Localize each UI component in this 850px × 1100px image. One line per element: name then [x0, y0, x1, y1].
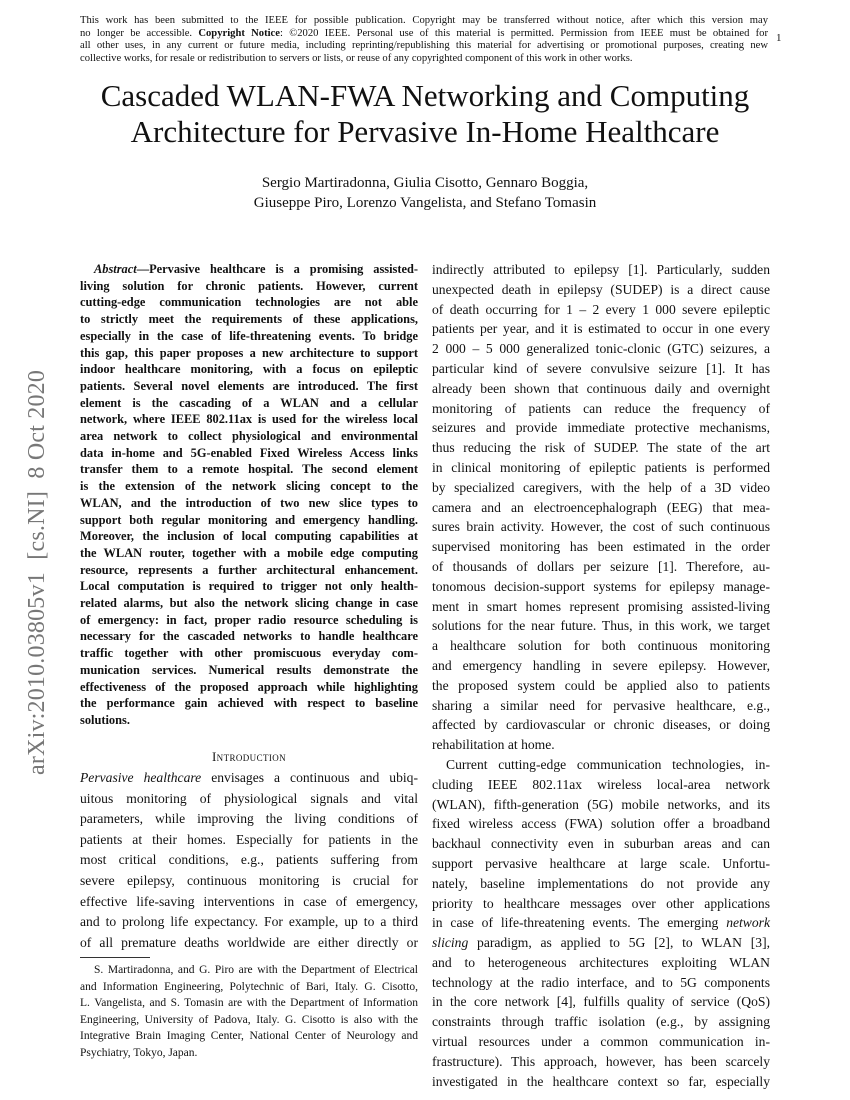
- text-span: camera and an electroencephalograph (EEG) that mea-: [432, 499, 770, 515]
- text-line: [80, 933, 418, 954]
- text-line: [80, 628, 418, 645]
- text-line: [80, 294, 418, 311]
- text-span: ment in smart homes represent promising assisted-living: [432, 598, 770, 614]
- text-line: [80, 15, 768, 28]
- text-span: collective works, for resale or redistribution to servers or lists, or reuse of any copyrighted component of this work in other works.: [80, 53, 633, 65]
- text-span: investigated in the healthcare context so far, especially: [432, 1073, 770, 1089]
- text-span: by specialized caregivers, with the help of a 3D video: [432, 479, 770, 495]
- text-span: —Pervasive healthcare is a promising assisted-: [136, 262, 418, 276]
- text-span: sharing a similar need for pervasive healthcare, e.g.,: [432, 697, 770, 713]
- text-span: patients per year, and it is estimated to occur in one every: [432, 321, 770, 337]
- text-line: [80, 411, 418, 428]
- italic-text: network: [726, 915, 770, 931]
- text-span: seizures and provide immediate protective mechanisms,: [432, 420, 770, 436]
- text-span: the performance gain achieved with respect to baseline: [80, 696, 418, 711]
- text-span: related alarms, but also the network slicing change in case: [80, 596, 418, 611]
- text-span: support both regular monitoring and emergency handling.: [80, 512, 418, 527]
- text-line: [432, 557, 770, 577]
- text-line: [432, 1032, 770, 1052]
- text-span: virtual resources under a common communication in-: [432, 1034, 770, 1050]
- text-line: [80, 871, 418, 892]
- text-line: [432, 834, 770, 854]
- text-span: living solution for chronic patients. However, current: [80, 278, 418, 293]
- text-line: [432, 517, 770, 537]
- text-line: [80, 1012, 418, 1029]
- text-span: transfer them to a remote hospital. The second element: [80, 462, 418, 477]
- text-line: [432, 300, 770, 320]
- text-line: [80, 809, 418, 830]
- text-line: [432, 775, 770, 795]
- text-span: solutions for the near future. Thus, in this work, we target: [432, 618, 770, 634]
- text-line: [80, 495, 418, 512]
- text-span: nately, baseline implementations do not provide any: [432, 875, 770, 891]
- text-span: sures brain activity. However, the cost of such continuous: [432, 519, 770, 535]
- text-span: tonomous decision-support systems for epilepsy manage-: [432, 578, 770, 594]
- text-line: [432, 1052, 770, 1072]
- text-line: [432, 280, 770, 300]
- text-span: network, where IEEE 802.11ax is used for the wireless local: [80, 412, 418, 427]
- text-span: severe epilepsy, continuous monitoring is crucial for: [80, 872, 418, 888]
- title-line: Architecture for Pervasive In-Home Healthcare: [130, 114, 720, 149]
- text-line: [432, 339, 770, 359]
- text-span: to strictly meet the requirements of these applications,: [80, 312, 418, 327]
- text-span: and emergency handling in severe epilepsy. However,: [432, 657, 770, 673]
- text-line: [432, 676, 770, 696]
- text-span: thus reducing the risk of SUDEP. The state of the art: [432, 440, 770, 456]
- text-span: Integrative Brain Imaging Center, National Center of Neurology and: [80, 1030, 418, 1042]
- text-line: [432, 854, 770, 874]
- author-list: [0, 173, 850, 213]
- text-span: munication services. Numerical results demonstrate the: [80, 662, 418, 677]
- text-line: [80, 1045, 418, 1062]
- text-span: and to heterogeneous architectures exploiting WLAN: [432, 954, 770, 970]
- text-line: [80, 962, 418, 979]
- text-span: unexpected death in epilepsy (SUDEP) is a direct cause: [432, 281, 770, 297]
- text-line: [80, 361, 418, 378]
- text-line: [80, 311, 418, 328]
- text-span: data in-home and 5G-enabled Fixed Wireless Access links: [80, 445, 418, 460]
- text-span: WLAN, and the introduction of two new slice types to: [80, 495, 418, 510]
- text-line: [80, 512, 418, 529]
- text-span: in clinical monitoring of epileptic patients is performed: [432, 459, 770, 475]
- text-span: Current cutting-edge communication technologies, in-: [446, 756, 770, 772]
- paper-title: [0, 78, 850, 150]
- introduction-body: [80, 768, 418, 953]
- text-line: [80, 278, 418, 295]
- author-affiliation-footnote: [80, 962, 418, 1061]
- text-line: [432, 458, 770, 478]
- text-line: [432, 913, 770, 933]
- text-span: fixed wireless access (FWA) solution offer a broadband: [432, 816, 770, 832]
- text-span: S. Martiradonna, and G. Piro are with the Department of Electrical: [94, 964, 418, 976]
- text-span: area network to collect physiological and environmental: [80, 429, 418, 444]
- text-line: [432, 1072, 770, 1092]
- authors-line: Giuseppe Piro, Lorenzo Vangelista, and Stefano Tomasin: [253, 195, 597, 211]
- copyright-notice: [80, 15, 768, 66]
- text-span: indoor healthcare monitoring, with a focus on epileptic: [80, 362, 418, 377]
- text-line: [80, 645, 418, 662]
- text-line: [432, 260, 770, 280]
- text-line: [80, 679, 418, 696]
- text-line: [80, 428, 418, 445]
- text-span: in case of life-threatening events. The emerging: [432, 915, 727, 931]
- text-line: [80, 345, 418, 362]
- text-line: [80, 28, 768, 41]
- italic-text: Abstract: [94, 262, 137, 276]
- text-line: [432, 537, 770, 557]
- text-span: particular kind of severe convulsive seizure [1]. It has: [432, 360, 770, 376]
- text-span: cluding IEEE 802.11ax wireless local-area network: [432, 776, 770, 792]
- text-span: parameters, while improving the living conditions of: [80, 811, 418, 827]
- text-span: this gap, this paper proposes a new architecture to support: [80, 345, 418, 360]
- text-line: [80, 378, 418, 395]
- text-span: and Information Engineering, Polytechnic of Bari, Italy. G. Cisotto,: [80, 980, 418, 993]
- text-span: affected by cardiovascular or chronic diseases, or doing: [432, 717, 770, 733]
- text-span: Psychiatry, Tokyo, Japan.: [80, 1046, 198, 1059]
- text-span: uitous monitoring of physiological signals and vital: [80, 790, 418, 806]
- abstract: [80, 261, 418, 729]
- text-span: traffic together with other promiscuous everyday com-: [80, 646, 418, 661]
- text-line: [432, 438, 770, 458]
- text-line: [80, 892, 418, 913]
- text-line: [432, 1012, 770, 1032]
- text-span: especially in the case of life-threatening events. To bridge: [80, 328, 418, 343]
- text-span: This work has been submitted to the IEEE for possible publication. Copyright may be transferred without notice, after which this version may: [80, 15, 768, 26]
- text-line: [432, 992, 770, 1012]
- text-span: envisages a continuous and ubiq-: [201, 770, 419, 785]
- text-line: [432, 399, 770, 419]
- text-span: Copyright Notice: [198, 27, 280, 39]
- footnote-rule: [80, 957, 150, 958]
- text-span: : ©2020 IEEE. Personal use of this material is permitted. Permission from IEEE must be obtained for: [279, 27, 768, 39]
- text-line: [80, 695, 418, 712]
- text-span: of thousands of dollars per seizure [1]. Therefore, au-: [432, 558, 770, 574]
- text-line: [80, 768, 418, 789]
- text-line: [80, 545, 418, 562]
- text-span: supervised monitoring has been estimated in the order: [432, 539, 770, 555]
- text-span: support pervasive healthcare at large scale. Unfortu-: [432, 855, 770, 871]
- text-span: 2 000 – 5 000 generalized tonic-clonic (GTC) seizures, a: [432, 341, 770, 357]
- text-span: priority to healthcare messages over other applications: [432, 895, 770, 911]
- text-line: [432, 874, 770, 894]
- text-span: resource, represents a further architectural enhancement.: [80, 562, 418, 577]
- italic-text: slicing: [432, 935, 469, 951]
- text-span: patients at their homes. Especially for patients in the: [80, 831, 418, 847]
- text-line: [80, 979, 418, 996]
- text-line: [80, 912, 418, 933]
- page-number: 1: [776, 32, 782, 44]
- text-span: paradigm, as applied to 5G [2], to WLAN [3],: [468, 935, 770, 951]
- text-span: solutions.: [80, 712, 130, 727]
- text-span: backhaul connectivity even in suburban areas and can: [432, 836, 770, 852]
- text-line: [80, 595, 418, 612]
- text-span: Local computation is required to trigger not only health-: [80, 579, 418, 594]
- text-line: [432, 894, 770, 914]
- text-line: [432, 577, 770, 597]
- text-line: [432, 795, 770, 815]
- text-line: [80, 478, 418, 495]
- authors-line: Sergio Martiradonna, Giulia Cisotto, Gennaro Boggia,: [261, 175, 589, 191]
- text-line: [432, 597, 770, 617]
- text-line: [432, 636, 770, 656]
- text-span: constraints through traffic isolation (e.g., by assigning: [432, 1014, 770, 1030]
- text-span: in the core network [4], fulfills quality of service (QoS): [432, 994, 770, 1010]
- text-line: [80, 578, 418, 595]
- text-span: cutting-edge communication technologies are not able: [80, 295, 418, 310]
- text-line: [80, 1028, 418, 1045]
- text-span: effectiveness of the proposed approach while highlighting: [80, 679, 418, 694]
- text-span: patients. Several novel elements are introduced. The first: [80, 378, 418, 393]
- text-span: the proposed system could be applied also to patients: [432, 677, 770, 693]
- text-span: is the extension of the network slicing concept to the: [80, 479, 418, 494]
- text-line: [432, 319, 770, 339]
- italic-text: Pervasive healthcare: [80, 770, 202, 785]
- text-span: Engineering, University of Padova, Italy. G. Cisotto is also with the: [80, 1013, 418, 1026]
- text-line: [80, 662, 418, 679]
- text-line: [432, 359, 770, 379]
- text-line: [432, 616, 770, 636]
- text-span: already been shown that continuous daily and overnight: [432, 380, 770, 396]
- text-line: [80, 562, 418, 579]
- text-line: [80, 712, 418, 729]
- title-line: Cascaded WLAN-FWA Networking and Computing: [100, 78, 750, 113]
- text-line: [432, 735, 770, 755]
- text-span: the WLAN router, together with a mobile edge computing: [80, 545, 418, 560]
- text-span: indirectly attributed to epilepsy [1]. Particularly, sudden: [432, 262, 770, 277]
- section-heading-introduction: Introduction: [211, 749, 287, 764]
- text-span: of all premature deaths worldwide are either directly or: [80, 934, 418, 950]
- text-span: most critical conditions, e.g., patients suffering from: [80, 852, 418, 868]
- text-line: [432, 755, 770, 775]
- text-line: [80, 995, 418, 1012]
- text-line: [432, 953, 770, 973]
- text-line: [80, 328, 418, 345]
- text-line: [432, 973, 770, 993]
- text-line: [80, 395, 418, 412]
- text-line: [432, 933, 770, 953]
- text-line: [80, 850, 418, 871]
- text-span: element is the cascading of a WLAN and a cellular: [80, 395, 418, 410]
- right-column-body: [432, 260, 770, 1091]
- text-span: (WLAN), fifth-generation (5G) mobile networks, and its: [432, 796, 770, 812]
- text-line: [432, 379, 770, 399]
- text-line: [80, 612, 418, 629]
- text-span: frastructure). This approach, however, has been scarcely: [432, 1053, 770, 1069]
- text-span: rehabilitation at home.: [432, 737, 555, 753]
- text-line: [432, 814, 770, 834]
- text-span: of emergency: in fact, proper radio resource scheduling is: [80, 612, 418, 627]
- text-line: [432, 696, 770, 716]
- text-line: [432, 478, 770, 498]
- text-line: [432, 715, 770, 735]
- text-line: [80, 40, 768, 53]
- text-line: [432, 418, 770, 438]
- text-line: [80, 528, 418, 545]
- text-span: monitoring of patients can reduce the frequency of: [432, 400, 770, 416]
- text-span: Moreover, the inclusion of local computing capabilities at: [80, 529, 418, 544]
- text-span: L. Vangelista, and S. Tomasin are with the Department of Information: [80, 997, 418, 1009]
- text-span: a healthcare solution for both continuous monitoring: [432, 638, 770, 654]
- text-span: of death occurring for 1 – 2 every 1 000 severe epileptic: [432, 301, 770, 317]
- text-line: [80, 461, 418, 478]
- text-span: effective life-saving interventions in case of emergency,: [80, 893, 418, 909]
- text-line: [80, 261, 418, 278]
- text-line: [80, 445, 418, 462]
- text-span: and to prolong life expectancy. For example, up to a third: [80, 914, 418, 930]
- text-span: no longer be accessible.: [80, 27, 199, 39]
- text-line: [432, 498, 770, 518]
- text-span: necessary for the cascaded networks to handle healthcare: [80, 629, 418, 644]
- text-line: [80, 830, 418, 851]
- text-span: technology at the radio interface, and to 5G components: [432, 974, 770, 990]
- arxiv-stamp: arXiv:2010.03805v1 [cs.NI] 8 Oct 2020: [24, 369, 50, 775]
- text-span: all other uses, in any current or future media, including reprinting/republishing this material for advertising or promotional purposes, creating new: [80, 40, 768, 52]
- text-line: [80, 789, 418, 810]
- text-line: [432, 656, 770, 676]
- text-line: [80, 53, 768, 66]
